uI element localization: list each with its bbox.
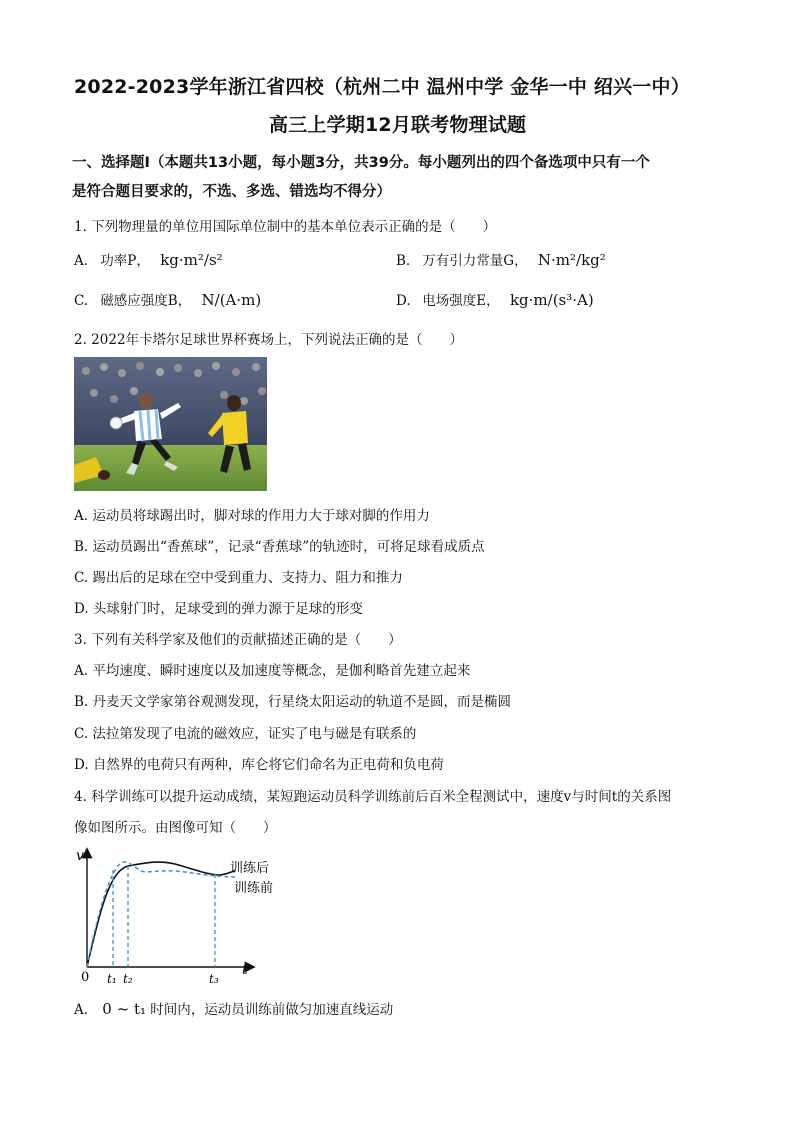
v-axis-label: v	[76, 848, 84, 864]
question-3-option-c: C. 法拉第发现了电流的磁效应，证实了电与磁是有联系的	[74, 726, 417, 742]
label-after-training: 训练后	[230, 861, 270, 876]
t-axis-label: t	[242, 962, 248, 978]
question-2-option-c: C. 踢出后的足球在空中受到重力、支持力、阻力和推力	[74, 570, 403, 586]
option-unit: kg·m²/s²	[160, 251, 223, 269]
t3-label: t₃	[209, 972, 219, 986]
option-letter: A.	[74, 1002, 89, 1018]
option-text: 时间内，运动员训练前做匀加速直线运动	[150, 1002, 394, 1018]
option-letter: B.	[396, 253, 411, 269]
question-1-option-b	[396, 249, 606, 269]
t1-label: t₁	[107, 972, 117, 986]
origin-label: 0	[81, 970, 90, 985]
option-text: 磁感应强度B，	[100, 293, 192, 309]
option-unit: N·m²/kg²	[537, 251, 606, 269]
question-4-stem-line2: 像如图所示。由图像可知（ ）	[74, 820, 277, 836]
document-title: 2022-2023学年浙江省四校（杭州二中 温州中学 金华一中 绍兴一中）	[74, 76, 690, 98]
option-unit: N/(A·m)	[201, 291, 262, 309]
question-2-option-b: B. 运动员踢出“香蕉球”，记录“香蕉球”的轨迹时，可将足球看成质点	[74, 539, 485, 555]
option-text: 功率P，	[100, 253, 150, 269]
question-2-stem: 2. 2022年卡塔尔足球世界杯赛场上，下列说法正确的是（ ）	[74, 332, 464, 348]
question-3-option-a: A. 平均速度、瞬时速度以及加速度等概念，是伽利略首先建立起来	[74, 663, 471, 679]
option-text: 电场强度E，	[422, 293, 500, 309]
question-2-option-d: D. 头球射门时，足球受到的弹力源于足球的形变	[74, 601, 363, 617]
option-letter: A.	[74, 253, 89, 269]
question-4-stem-line1: 4. 科学训练可以提升运动成绩，某短跑运动员科学训练前后百米全程测试中，速度v与时间t的关系图	[74, 789, 672, 805]
section-heading-line2: 是符合题目要求的，不选、多选、错选均不得分）	[72, 184, 391, 200]
label-before-training: 训练前	[234, 881, 274, 896]
t2-label: t₂	[123, 972, 133, 986]
option-letter: D.	[396, 293, 411, 309]
section-heading-line1: 一、选择题Ⅰ（本题共13小题，每小题3分，共39分。每小题列出的四个备选项中只有一个	[72, 155, 650, 171]
question-3-option-d: D. 自然界的电荷只有两种，库仑将它们命名为正电荷和负电荷	[74, 757, 444, 773]
football-photo	[74, 357, 267, 491]
question-1-stem: 1. 下列物理量的单位用国际单位制中的基本单位表示正确的是（ ）	[74, 219, 497, 235]
football-photo-illustration	[74, 357, 267, 491]
question-2-option-a: A. 运动员将球踢出时，脚对球的作用力大于球对脚的作用力	[74, 508, 430, 524]
question-3-option-b: B. 丹麦天文学家第谷观测发现，行星绕太阳运动的轨道不是圆，而是椭圆	[74, 694, 512, 710]
option-letter: C.	[74, 293, 89, 309]
question-3-stem: 3. 下列有关科学家及他们的贡献描述正确的是（ ）	[74, 632, 402, 648]
question-1-option-a	[74, 249, 223, 269]
velocity-time-graph	[70, 840, 290, 990]
question-1-option-c	[74, 289, 261, 309]
option-math: 0 ~ t₁	[102, 1000, 146, 1018]
curve-before-training	[87, 862, 235, 967]
option-text: 万有引力常量G，	[422, 253, 528, 269]
question-1-option-d	[396, 289, 594, 309]
question-4-option-a	[74, 998, 393, 1018]
option-unit: kg·m/(s³·A)	[509, 291, 594, 309]
document-subtitle: 高三上学期12月联考物理试题	[269, 114, 527, 136]
curve-after-training	[87, 862, 235, 967]
